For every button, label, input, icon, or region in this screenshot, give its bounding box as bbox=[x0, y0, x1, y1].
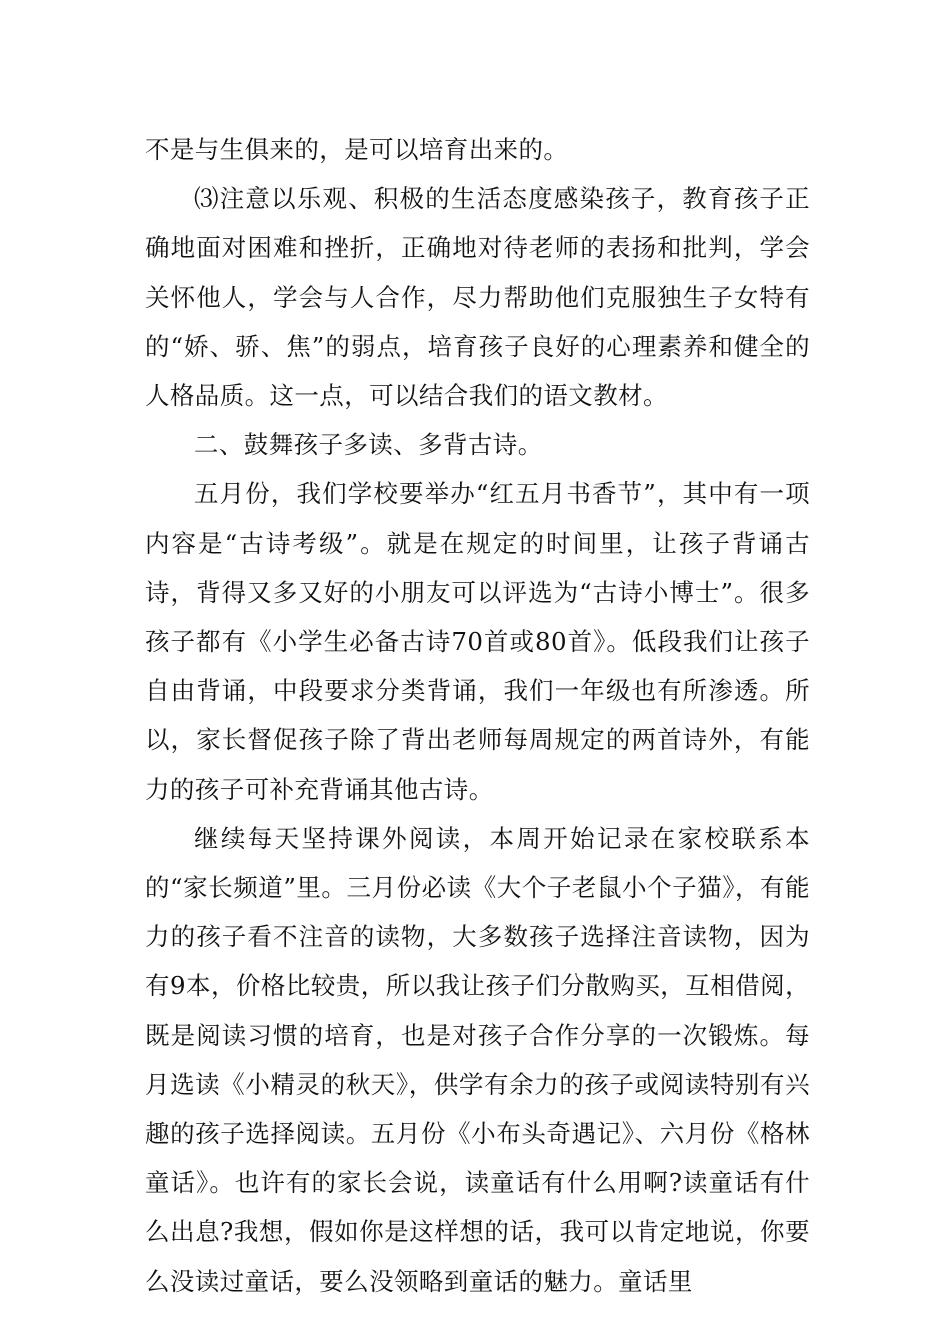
document-body bbox=[145, 125, 810, 1306]
paragraph-item-3: ⑶注意以乐观、积极的生活态度感染孩子，教育孩子正确地面对困难和挫折，正确地对待老师的表扬和批判，学会关怀他人，学会与人合作，尽力帮助他们克服独生子女特有的“娇、骄、焦”的弱点，培育孩子良好的心理素养和健全的人格品质。这一点，可以结合我们的语文教材。 bbox=[145, 184, 810, 411]
paragraph-continuation: 不是与生俱来的，是可以培育出来的。 bbox=[145, 135, 569, 164]
section-heading-2: 二、鼓舞孩子多读、多背古诗。 bbox=[194, 430, 543, 460]
paragraph-ancient-poems: 五月份，我们学校要举办“红五月书香节”，其中有一项内容是“古诗考级”。就是在规定的时间里，让孩子背诵古诗，背得又多又好的小朋友可以评选为“古诗小博士”。很多孩子都有《小学生必备古诗70首或80首》。低段我们让孩子自由背诵，中段要求分类背诵，我们一年级也有所渗透。所以，家长督促孩子除了背出老师每周规定的两首诗外，有能力的孩子可补充背诵其他古诗。 bbox=[145, 479, 810, 804]
paragraph-reading: 继续每天坚持课外阅读，本周开始记录在家校联系本的“家长频道”里。三月份必读《大个子老鼠小个子猫》，有能力的孩子看不注音的读物，大多数孩子选择注音读物，因为有9本，价格比较贵，所以我让孩子们分散购买，互相借阅，既是阅读习惯的培育，也是对孩子合作分享的一次锻炼。每月选读《小精灵的秋天》，供学有余力的孩子或阅读特别有兴趣的孩子选择阅读。五月份《小布头奇遇记》、六月份《格林童话》。也许有的家长会说，读童话有什么用啊?读童话有什么出息?我想，假如你是这样想的话，我可以肯定地说，你要么没读过童话，要么没领略到童话的魅力。童话里 bbox=[145, 823, 810, 1296]
